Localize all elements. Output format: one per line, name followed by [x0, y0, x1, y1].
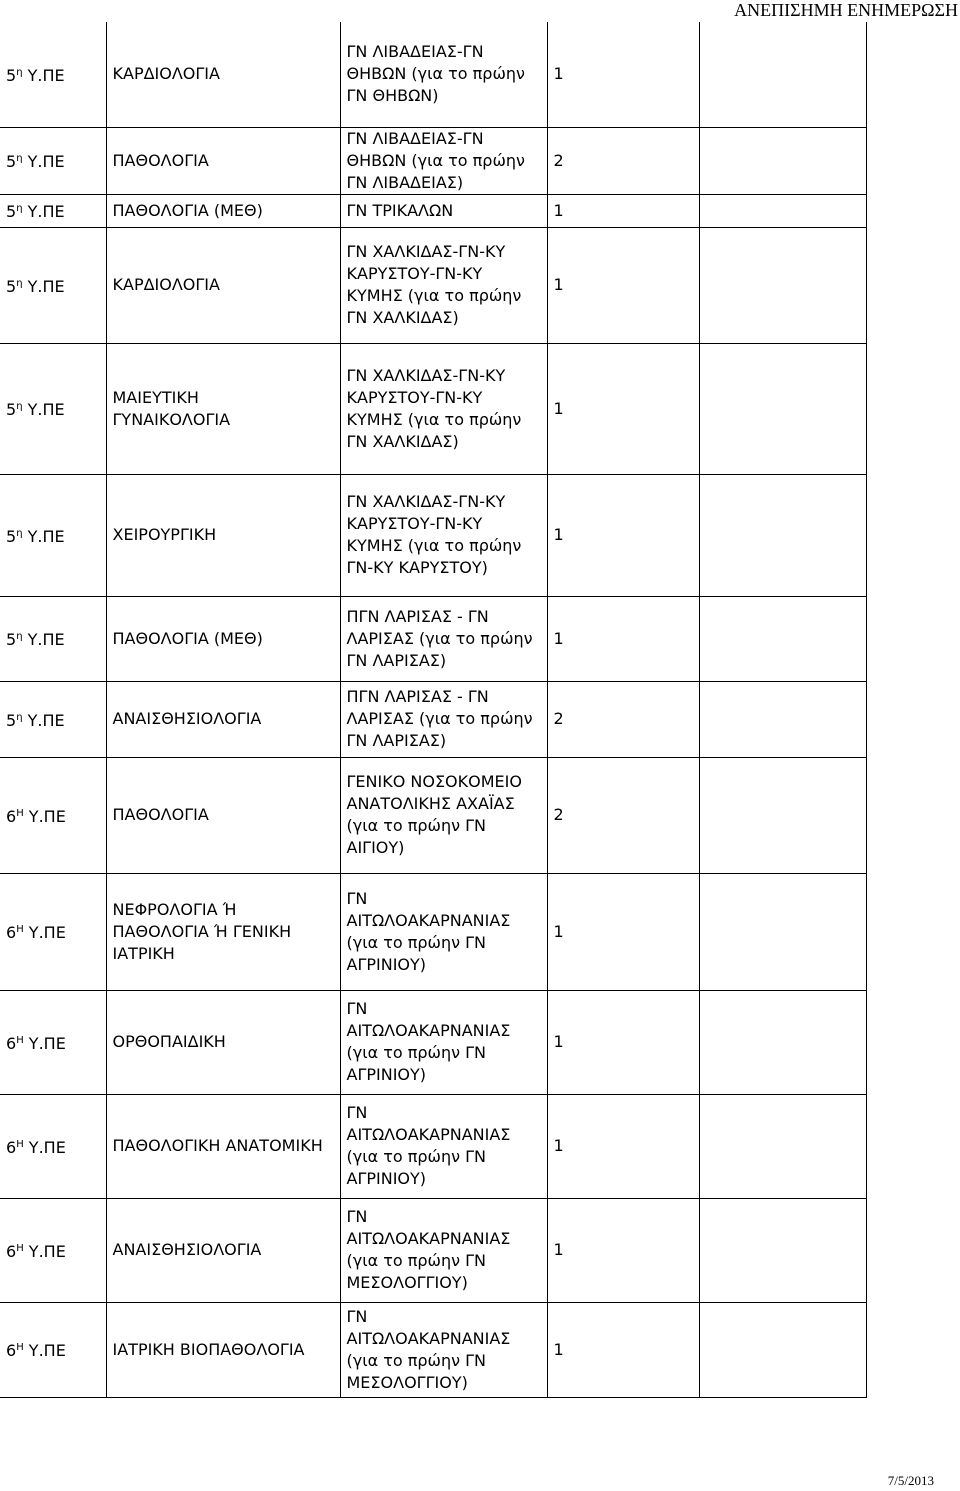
region-label: Υ.ΠΕ [23, 806, 66, 826]
region-cell [0, 757, 106, 873]
specialty-cell: ΠΑΘΟΛΟΓΙΑ (ΜΕΘ) [106, 194, 340, 227]
region-cell [0, 127, 106, 194]
specialty-cell: ΠΑΘΟΛΟΓΙΚΗ ΑΝΑΤΟΜΙΚΗ [106, 1094, 340, 1198]
footer-date: 7/5/2013 [887, 1473, 934, 1488]
positions-count-cell: 1 [547, 343, 699, 474]
positions-count-cell: 1 [547, 194, 699, 227]
specialty-cell: ΟΡΘΟΠΑΙΔΙΚΗ [106, 990, 340, 1094]
region-number: 6 [6, 1033, 17, 1053]
positions-count-cell: 2 [547, 127, 699, 194]
empty-cell [699, 681, 866, 757]
hospital-cell: ΓΝ ΧΑΛΚΙΔΑΣ-ΓΝ-ΚΥ ΚΑΡΥΣΤΟΥ-ΓΝ-ΚΥ ΚΥΜΗΣ (για το πρώην ΓΝ ΧΑΛΚΙΔΑΣ) [340, 227, 547, 343]
positions-count-cell: 2 [547, 681, 699, 757]
region-number: 6 [6, 923, 17, 942]
region-ordinal: η [16, 66, 23, 78]
empty-cell [699, 127, 866, 194]
table-row [0, 227, 866, 343]
positions-count-cell: 2 [547, 757, 699, 873]
empty-cell [699, 757, 866, 873]
table-row [0, 1302, 866, 1397]
positions-count-cell: 1 [547, 873, 699, 990]
region-label: Υ.ΠΕ [23, 1033, 66, 1053]
hospital-cell: ΓΝ ΧΑΛΚΙΔΑΣ-ΓΝ-ΚΥ ΚΑΡΥΣΤΟΥ-ΓΝ-ΚΥ ΚΥΜΗΣ (για το πρώην ΓΝ ΧΑΛΚΙΔΑΣ) [340, 343, 547, 474]
table-row [0, 873, 866, 990]
empty-cell [699, 474, 866, 596]
region-label: Υ.ΠΕ [22, 526, 65, 546]
specialty-cell: ΚΑΡΔΙΟΛΟΓΙΑ [106, 227, 340, 343]
empty-cell [699, 194, 866, 227]
region-ordinal: Η [16, 1242, 24, 1254]
region-cell [0, 474, 106, 596]
region-label: Υ.ΠΕ [22, 276, 65, 296]
hospital-cell: ΓΝ ΛΙΒΑΔΕΙΑΣ-ΓΝ ΘΗΒΩΝ (για το πρώην ΓΝ ΘΗΒΩΝ) [340, 22, 547, 127]
region-number: 5 [6, 65, 17, 85]
region-label: Υ.ΠΕ [22, 202, 65, 221]
positions-count-cell: 1 [547, 596, 699, 681]
hospital-cell: ΓΝ ΛΙΒΑΔΕΙΑΣ-ΓΝ ΘΗΒΩΝ (για το πρώην ΓΝ ΛΙΒΑΔΕΙΑΣ) [340, 127, 547, 194]
region-cell [0, 990, 106, 1094]
positions-count-cell: 1 [547, 227, 699, 343]
region-label: Υ.ΠΕ [22, 65, 65, 85]
positions-count-cell: 1 [547, 1198, 699, 1302]
region-ordinal: η [16, 401, 23, 412]
region-ordinal: η [16, 527, 23, 539]
hospital-cell: ΓΝ ΤΡΙΚΑΛΩΝ [340, 194, 547, 227]
table-row [0, 127, 866, 194]
specialty-cell: ΠΑΘΟΛΟΓΙΑ [106, 757, 340, 873]
region-label: Υ.ΠΕ [22, 630, 65, 649]
hospital-cell: ΓΝ ΑΙΤΩΛΟΑΚΑΡΝΑΝΙΑΣ (για το πρώην ΓΝ ΑΓΡΙΝΙΟΥ) [340, 1094, 547, 1198]
specialty-cell: ΚΑΡΔΙΟΛΟΓΙΑ [106, 22, 340, 127]
specialty-cell: ΠΑΘΟΛΟΓΙΑ (ΜΕΘ) [106, 596, 340, 681]
region-cell [0, 22, 106, 127]
region-number: 5 [6, 630, 17, 649]
specialty-cell: ΠΑΘΟΛΟΓΙΑ [106, 127, 340, 194]
region-label: Υ.ΠΕ [23, 1341, 66, 1360]
positions-count-cell: 1 [547, 1094, 699, 1198]
region-cell [0, 873, 106, 990]
specialty-cell: ΧΕΙΡΟΥΡΓΙΚΗ [106, 474, 340, 596]
positions-count-cell: 1 [547, 22, 699, 127]
region-ordinal: Η [16, 1034, 24, 1046]
region-cell [0, 343, 106, 474]
region-number: 5 [6, 710, 17, 730]
hospital-cell: ΓΝ ΑΙΤΩΛΟΑΚΑΡΝΑΝΙΑΣ (για το πρώην ΓΝ ΜΕΣΟΛΟΓΓΙΟΥ) [340, 1198, 547, 1302]
region-label: Υ.ΠΕ [22, 400, 65, 419]
table-row [0, 990, 866, 1094]
region-label: Υ.ΠΕ [23, 1137, 66, 1157]
empty-cell [699, 1198, 866, 1302]
region-ordinal: η [16, 711, 23, 723]
region-number: 6 [6, 806, 17, 826]
empty-cell [699, 596, 866, 681]
specialty-cell: ΑΝΑΙΣΘΗΣΙΟΛΟΓΙΑ [106, 681, 340, 757]
region-label: Υ.ΠΕ [22, 152, 65, 171]
table-row [0, 596, 866, 681]
region-label: Υ.ΠΕ [23, 1241, 66, 1261]
specialty-cell: ΜΑΙΕΥΤΙΚΗ ΓΥΝΑΙΚΟΛΟΓΙΑ [106, 343, 340, 474]
region-ordinal: Η [16, 1138, 24, 1150]
specialty-cell: ΝΕΦΡΟΛΟΓΙΑ Ή ΠΑΘΟΛΟΓΙΑ Ή ΓΕΝΙΚΗ ΙΑΤΡΙΚΗ [106, 873, 340, 990]
region-label: Υ.ΠΕ [22, 710, 65, 730]
region-number: 5 [6, 276, 17, 296]
empty-cell [699, 1094, 866, 1198]
region-number: 5 [6, 400, 17, 419]
table-row [0, 343, 866, 474]
table-row [0, 757, 866, 873]
region-ordinal: η [16, 153, 23, 164]
empty-cell [699, 227, 866, 343]
region-cell [0, 596, 106, 681]
region-number: 5 [6, 152, 17, 171]
empty-cell [699, 343, 866, 474]
region-ordinal: Η [16, 924, 24, 935]
region-ordinal: Η [16, 1342, 24, 1353]
region-number: 6 [6, 1341, 17, 1360]
hospital-cell: ΓΕΝΙΚΟ ΝΟΣΟΚΟΜΕΙΟ ΑΝΑΤΟΛΙΚΗΣ ΑΧΑΪΑΣ (για το πρώην ΓΝ ΑΙΓΙΟΥ) [340, 757, 547, 873]
hospital-cell: ΓΝ ΧΑΛΚΙΔΑΣ-ΓΝ-ΚΥ ΚΑΡΥΣΤΟΥ-ΓΝ-ΚΥ ΚΥΜΗΣ (για το πρώην ΓΝ-ΚΥ ΚΑΡΥΣΤΟΥ) [340, 474, 547, 596]
empty-cell [699, 990, 866, 1094]
specialty-cell: ΙΑΤΡΙΚΗ ΒΙΟΠΑΘΟΛΟΓΙΑ [106, 1302, 340, 1397]
region-cell [0, 681, 106, 757]
region-ordinal: η [16, 631, 23, 642]
positions-count-cell: 1 [547, 1302, 699, 1397]
positions-count-cell: 1 [547, 990, 699, 1094]
region-ordinal: η [16, 277, 23, 289]
hospital-cell: ΠΓΝ ΛΑΡΙΣΑΣ - ΓΝ ΛΑΡΙΣΑΣ (για το πρώην ΓΝ ΛΑΡΙΣΑΣ) [340, 681, 547, 757]
hospital-cell: ΓΝ ΑΙΤΩΛΟΑΚΑΡΝΑΝΙΑΣ (για το πρώην ΓΝ ΑΓΡΙΝΙΟΥ) [340, 873, 547, 990]
region-number: 5 [6, 202, 17, 221]
region-number: 6 [6, 1241, 17, 1261]
region-ordinal: η [16, 203, 23, 214]
positions-count-cell: 1 [547, 474, 699, 596]
table-row [0, 194, 866, 227]
specialty-cell: ΑΝΑΙΣΘΗΣΙΟΛΟΓΙΑ [106, 1198, 340, 1302]
hospital-cell: ΓΝ ΑΙΤΩΛΟΑΚΑΡΝΑΝΙΑΣ (για το πρώην ΓΝ ΜΕΣΟΛΟΓΓΙΟΥ) [340, 1302, 547, 1397]
region-number: 6 [6, 1137, 17, 1157]
region-cell [0, 227, 106, 343]
empty-cell [699, 1302, 866, 1397]
region-ordinal: Η [16, 807, 24, 819]
region-label: Υ.ΠΕ [23, 923, 66, 942]
region-cell [0, 1094, 106, 1198]
empty-cell [699, 22, 866, 127]
region-cell [0, 194, 106, 227]
hospital-cell: ΓΝ ΑΙΤΩΛΟΑΚΑΡΝΑΝΙΑΣ (για το πρώην ΓΝ ΑΓΡΙΝΙΟΥ) [340, 990, 547, 1094]
table-row [0, 474, 866, 596]
region-cell [0, 1302, 106, 1397]
region-number: 5 [6, 526, 17, 546]
table-row [0, 1198, 866, 1302]
empty-cell [699, 873, 866, 990]
hospital-cell: ΠΓΝ ΛΑΡΙΣΑΣ - ΓΝ ΛΑΡΙΣΑΣ (για το πρώην ΓΝ ΛΑΡΙΣΑΣ) [340, 596, 547, 681]
positions-table [0, 22, 867, 1398]
region-cell [0, 1198, 106, 1302]
document-title: ΑΝΕΠΙΣΗΜΗ ΕΝΗΜΕΡΩΣΗ [734, 0, 958, 20]
table-row [0, 22, 866, 127]
table-row [0, 1094, 866, 1198]
table-row [0, 681, 866, 757]
